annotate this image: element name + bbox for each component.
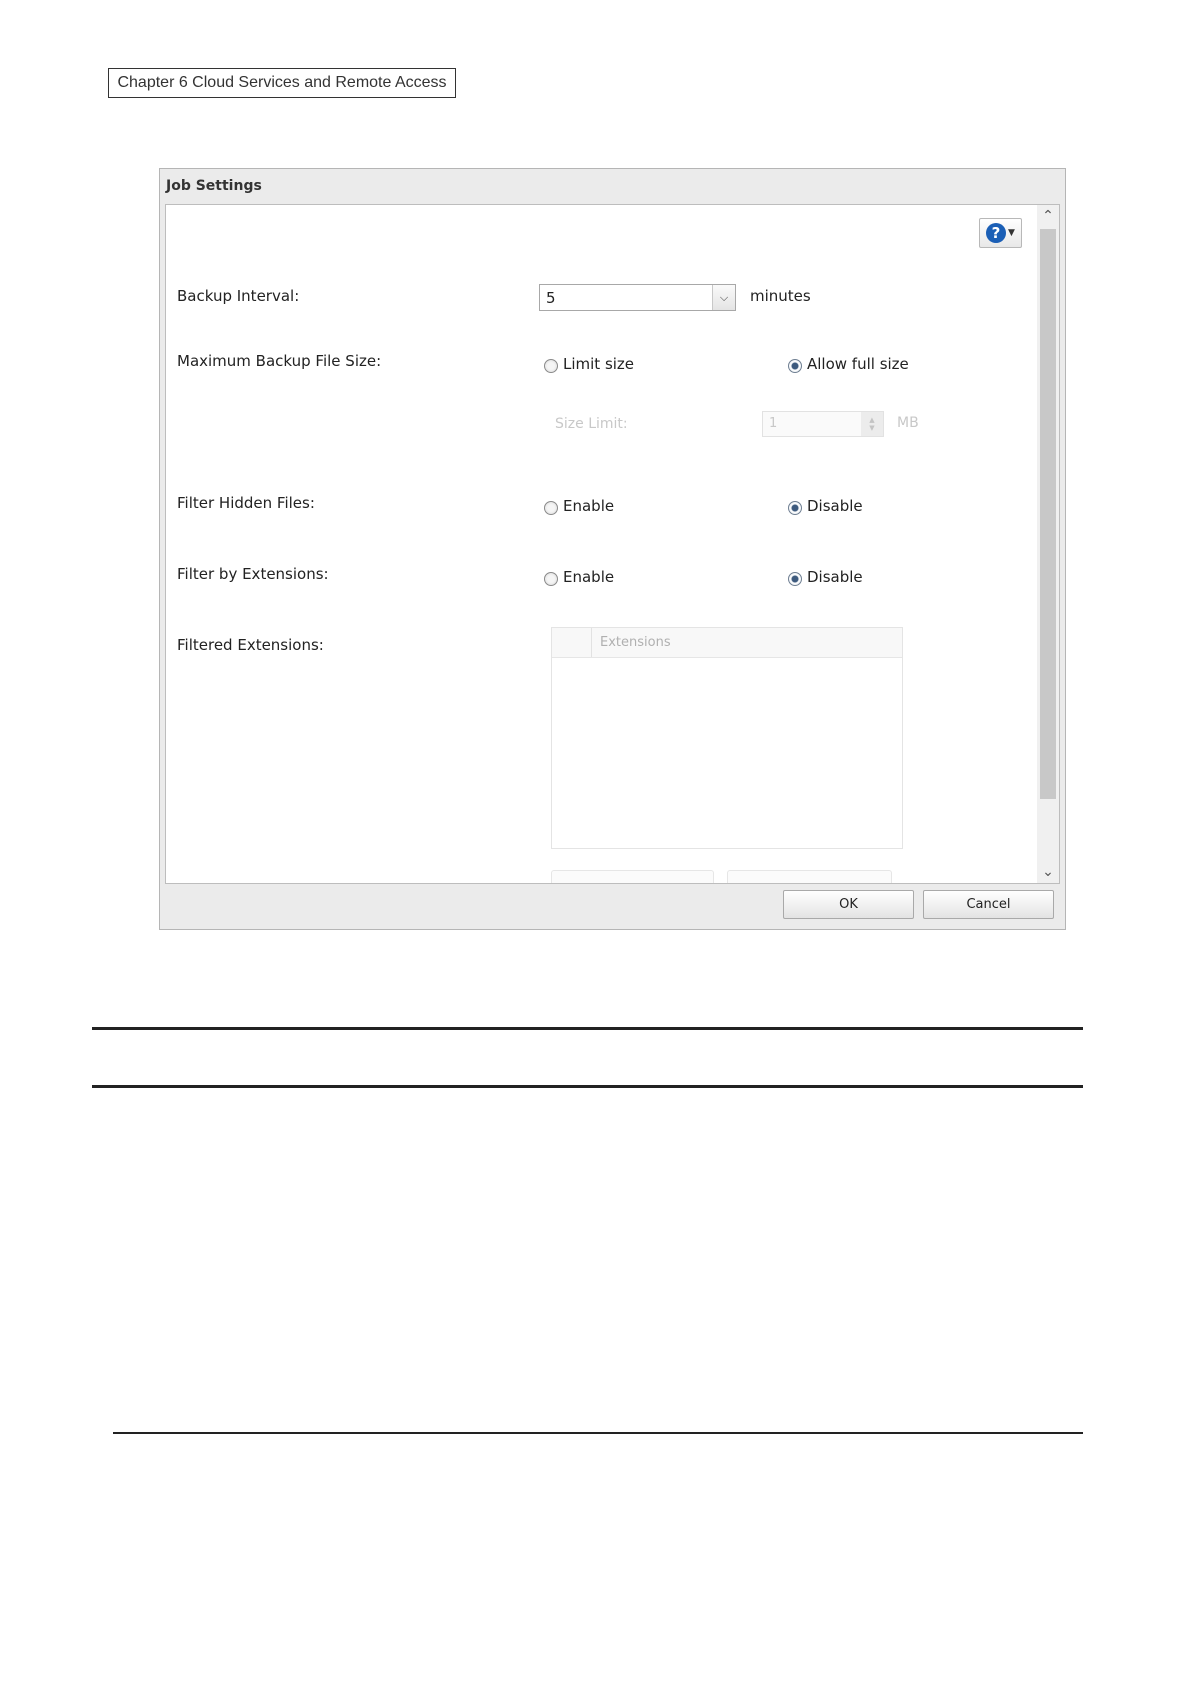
size-limit-unit: MB: [897, 415, 919, 431]
hidden-add-button: [551, 870, 714, 884]
backup-interval-unit: minutes: [750, 287, 811, 305]
max-file-size-label: Maximum Backup File Size:: [177, 352, 382, 370]
scroll-thumb[interactable]: [1040, 229, 1056, 799]
section-rule-top: [92, 1027, 1083, 1030]
extensions-column-header: Extensions: [600, 635, 671, 650]
filter-extensions-enable-label: Enable: [563, 568, 615, 586]
help-button[interactable]: [979, 218, 1022, 248]
filter-extensions-disable-label: Disable: [807, 568, 863, 586]
limit-size-label: Limit size: [563, 355, 635, 373]
limit-size-radio[interactable]: [544, 359, 558, 373]
filter-hidden-enable-label: Enable: [563, 497, 615, 515]
size-limit-value: 1: [769, 416, 778, 431]
footer-rule: [113, 1432, 1083, 1434]
caret-down-icon: ▼: [1008, 228, 1015, 238]
filter-hidden-disable-label: Disable: [807, 497, 863, 515]
backup-interval-select[interactable]: [539, 284, 736, 311]
extensions-table[interactable]: [551, 627, 903, 849]
size-limit-label: Size Limit:: [555, 416, 628, 432]
extensions-table-header: [552, 628, 902, 658]
ok-button[interactable]: OK: [783, 890, 914, 919]
chapter-header: [108, 68, 456, 98]
allow-full-size-label: Allow full size: [807, 355, 909, 373]
job-settings-dialog: [159, 168, 1066, 930]
cancel-button[interactable]: Cancel: [923, 890, 1054, 919]
filter-hidden-files-label: Filter Hidden Files:: [177, 494, 315, 512]
vertical-scrollbar[interactable]: [1037, 205, 1059, 883]
column-divider: [591, 628, 592, 657]
backup-interval-value: 5: [546, 289, 556, 307]
chevron-down-icon[interactable]: ⌵: [712, 285, 735, 310]
question-icon: ?: [986, 223, 1006, 243]
spinner-icon[interactable]: ▲ ▼: [861, 412, 883, 436]
filtered-extensions-label: Filtered Extensions:: [177, 636, 324, 654]
dialog-title: Job Settings: [166, 178, 262, 194]
size-limit-input[interactable]: [762, 411, 884, 437]
allow-full-size-radio[interactable]: [788, 359, 802, 373]
filter-hidden-disable-radio[interactable]: [788, 501, 802, 515]
chapter-header-text: Chapter 6 Cloud Services and Remote Access: [117, 74, 447, 91]
filter-hidden-enable-radio[interactable]: [544, 501, 558, 515]
filter-extensions-label: Filter by Extensions:: [177, 565, 329, 583]
filter-extensions-enable-radio[interactable]: [544, 572, 558, 586]
chevron-up-icon[interactable]: ⌃: [1042, 208, 1054, 224]
backup-interval-label: Backup Interval:: [177, 287, 300, 305]
hidden-delete-button: [727, 870, 892, 884]
section-rule-bottom: [92, 1085, 1083, 1088]
chevron-down-icon[interactable]: ⌄: [1042, 864, 1054, 880]
dialog-content: [165, 204, 1060, 884]
filter-extensions-disable-radio[interactable]: [788, 572, 802, 586]
